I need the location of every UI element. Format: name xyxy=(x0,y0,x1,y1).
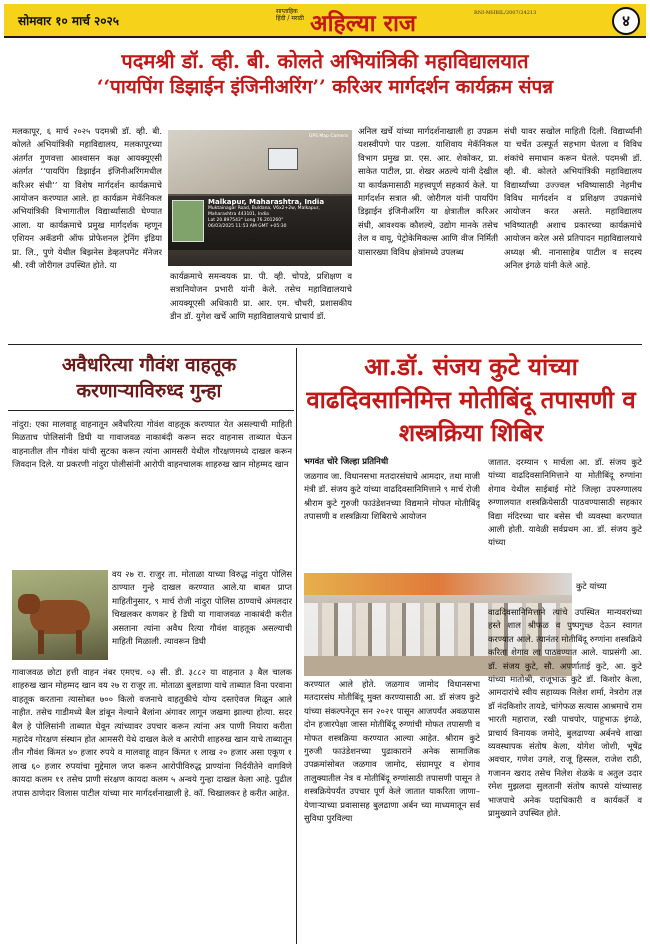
article2-column-top: नांदुरा: एका मालवाहू वाहनातून अवैधरित्या गोवंश वाहतूक करण्यात येत असल्याची माहिती मिळताच पोलिसांनी डिघी या गावाजवळ नाकाबंदी करून सदर वाहनास ताब्यात घेऊन वाहनातील तीन गौवंश यांची सुटका करून त्यांना आमसरी येथील गौरक्षणमध्ये दाखल करून जिवदान दिले. या प्रकरणी नांदुरा पोलीसांनी आरोपी वाहनचालक शाहरुख खान मोहम्मद खान xyxy=(12,419,292,470)
article3-column-b-bottom: वाढदिवसानिमित्ताने त्यांचे उपस्थित मान्यवरांच्या हस्ते शाल श्रीफळ व पुष्पगुच्छ देऊन स्वागत करण्यात आले. त्यानंतर मोतीबिंदू रुग्णांना शस्त्रक्रिये करिता शेगाव ला पाठवण्यात आले. याप्रसंगी आ. डॉ. संजय कुटे, सौ. अपर्णाताई कुटे, आ. कुटे यांच्या मातोश्री, राजूभाऊ कुटे डॉ. किशोर केला, आमदारांचे स्वीय सहाय्यक निलेश शर्मा, नेत्ररोग तज्ञ डॉ नंदकिशोर तायडे, चांगेफळ सत्यास आश्रमाचे राम भारती महाराज, रखी पाचपोर, पाहूभाऊ इंगळे, प्राचार्य विनायक जमोदे, बुलढाण्या अर्बनचे शाखा व्यवस्थापक संतोष केला, योगेश जोशी, भूषेंद्र अवचार, गणेश उगले, राजू हिस्सल, राजेश राठी, गजानन खराद तसेच निलेश शेळके व अतुल उदार रमेश मुझलदा सुलतानी संतोष कापसे यांच्यासह भाजपाचे अनेक पदाधिकारी व कार्यकर्ते व प्रामुख्याने उपस्थित होते. xyxy=(488,607,642,819)
divider xyxy=(8,410,294,411)
cattle-photo xyxy=(12,570,108,660)
issue-date: सोमवार १० मार्च २०२५ xyxy=(18,14,119,28)
article3-column-b-top: जातात. दरम्यान ९ मार्चला आ. डॉ. संजय कुटे यांच्या वाढदिवसानिमित्ताने या मोतीबिंदू रुग्णांना शेगाव येथील साईबाई मोटे जिल्हा उपरुग्णालय रुग्णालयात शस्त्रक्रियेसाठी पाठवण्यासाठी सहकार विद्या मंदिरच्या चार बसेस ची व्यवस्था करण्यात आली होती. यावेळी सर्वप्रथम आ. डॉ. संजय कुटे यांच्या xyxy=(488,457,642,548)
article1-headline xyxy=(10,48,640,100)
article1-headline-line1: पदमश्री डॉ. व्ही. बी. कोलते अभियांत्रिकी महाविद्यालयात xyxy=(121,49,529,73)
cow-leg xyxy=(76,630,82,654)
article1-photo xyxy=(168,130,352,266)
article3-byline: भगवंत चोरे जिल्हा प्रतिनिधी xyxy=(304,456,389,466)
article1-column-2: कार्यक्रमाचे समन्वयक प्रा. पी. व्ही. चोपडे, प्रशिक्षण व सत्रानियोजन प्रभारी यांनी केले. तसेच महाविद्यालयाचे आयक्यूएसी अधिकारी प्रा. आर. एम. चौधरी, प्रशासकीय डीन डॉ. युगेश खर्चे आणि महाविद्यालयाचे प्राचार्य डॉ. xyxy=(170,271,352,322)
gps-camera-tag: GPS Map Camera xyxy=(308,134,348,139)
newspaper-title: अहिल्या राज xyxy=(310,10,416,37)
article1-headline-line2: ‘‘पायपिंग डिझाईन इंजिनीअरिंग’’ करिअर मार्गदर्शन कार्यक्रम संपन्न xyxy=(96,76,554,98)
article3-column-a-top: जळगाव जा. विधानसभा मतदारसंघाचे आमदार, तथा माजी मंत्री डॉ. संजय कुटे यांच्या वाढदिवसानिमित्ताने ९ मार्च रोजी श्रीराम कुटे गुरुजी फाउंडेशनच्या विद्यमाने मोफत मोतीबिंदू तपासणी व शस्त्रक्रिया शिबिराचे आयोजन xyxy=(304,471,480,522)
divider xyxy=(8,344,642,345)
divider xyxy=(296,348,297,944)
projector-screen xyxy=(268,148,298,170)
article3-headline: आ.डॉ. संजय कुटे यांच्या वाढदिवसानिमित्त मोतीबिंदू तपासणी व शस्त्रक्रिया शिबिर xyxy=(306,352,636,447)
cow-head xyxy=(18,594,40,614)
article3-column-a-bottom: करण्यात आले होते. जळगाव जामोद विधानसभा मतदारसंघ मोतीबिंदू मुक्त करण्यासाठी आ. डॉ संजय कुटे यांच्या संकल्पनेतून सन २०२१ पासून आजपर्यंत अवळपास दोन हजारपेक्षा जास्त मोतीबिंदू रुग्णांची मोफत तपासणी व मोफत शस्त्रक्रिया करण्यात आल्या आहेत. श्रीराम कुटे गुरुजी फाउंडेशनच्या पुढाकाराने अनेक सामाजिक उपक्रमांसोबत जळगाव जामोद, संग्रामपूर व शेगाव तालुक्यातील नेत्र व मोतीबिंदू रुग्णांसाठी तपासणी पासून ते शस्त्रक्रियेपर्यंत उपचार पूर्ण केले जातात याकरिता जाणा–येणाऱ्याच्या प्रवासासह बुलढाणा अर्बन च्या माध्यमातून सर्व सुविधा पुरविल्या xyxy=(304,679,480,824)
article3-column-b-mid: कुटे यांच्या xyxy=(576,581,607,591)
article2-headline: अवैधरित्या गौवंश वाहतूक करणाऱ्याविरुध्द गुन्हा xyxy=(61,354,237,402)
registration-number: RNI-MHBIL/2007/24213 xyxy=(474,10,537,16)
newspaper-title-block xyxy=(274,6,474,36)
event-banner xyxy=(304,573,572,595)
article2-column-mid: वय २७ रा. राजुर ता. मोताळा याच्या विरुद्ध नांदुरा पोलिस ठाण्यात गुन्हे दाखल करण्यात आले.या बाबत प्राप्त माहितीनुसार, ९ मार्च रोजी नांदुरा पोलिस ठाण्याचे अंमलदार चिखलकर कणकर हे डिघी या गावाजवळ नाकाबंदी करीत असताना त्यांना अवैध रित्या गौवंश वाहतूक असल्याची माहिती मिळाली. त्यावरून डिघी xyxy=(112,569,292,647)
article2-column-bottom: गावाजवळ छोटा हत्ती वाहन नंबर एमएच. ०३ सी. डी. ३८८२ या वाहनात ३ बैल चालक शाहरुख खान मोहम्मद खान वय २७ रा राजूर ता. मोताळा बुलडाणा याचे ताब्यात विना परवाना वाहतूक करताना त्यासोबत ७०० किलो वजनाचे वाहतुकीचे योग्य दस्तऐवज मिळून आले नाहीत. तसेच गाडीमध्ये बैल डांबून नेल्याने बैलांना अंगावर लागून जखमा झाल्या होत्या. सदर बैल हे पोलिसांनी ताब्यात घेवून त्यांच्यावर उपचार करून त्यांना अत्र पाणी नियारा करीता महादेव गोरक्षण संस्थान होत आमसरी येथे दाखल केले व आरोपी शाहरुख खान याचे ताब्यातून तीन गौवंश किंमत ४० हजार रुपये व मालवाहू वाहन किंमत १ लाख २० हजार असा एकूण १ लाख ६० हजार रुपयांचा मुद्देमाल जप्त करून आरोपीविरुद्ध प्राण्यांना निर्दयीतेने वागविणे कायदा कलम ११ तसेच प्राणी संरक्षण कायदा कलम ५ अन्वये गुन्हा दाखल केला आहे. पुढील तपास ठाणेदार विलास पाटील यांच्या मार मार्गदर्शनाखाली हे. कॉ. चिखालकर हे करीत आहेत. xyxy=(12,667,292,798)
gps-overlay: Malkapur, Maharashtra, India Muktainagar Road, Buldana, V6x2+2w, Malkapur, Maharashtra 443101, India Lat 20.897543° Long 76.201260° 06/03/2025 11:53 AM GMT +05:30 xyxy=(168,194,352,250)
page-number: ४ xyxy=(612,7,640,35)
title-subtext: साप्ताहिक हिंदी / मराठी xyxy=(276,8,304,22)
cow-leg xyxy=(38,630,44,654)
map-thumbnail-icon xyxy=(172,200,204,242)
article1-column-4: संधी यावर सखोल माहिती दिली. विद्यार्थ्यांनी या चर्चेत उत्स्फूर्त सहभाग घेतला व विविध शंकांचे समाधान करून घेतले. पदमश्री डॉ. व्ही. बी. कोलते अभियांत्रिकी महाविद्यालय विद्यार्थ्यांच्या उज्ज्वल भविष्यासाठी नेहमीच विविध मार्गदर्शन व प्रशिक्षण उपक्रमांचे आयोजन करत असते. महाविद्यालय भविष्यातही अशाच प्रकारच्या कार्यक्रमांचे आयोजन करेल असे प्रतिपादन महाविद्यालयाचे अध्यक्ष श्री. नानासाहेब पाटील व सदस्य अनिल इंगळे यांनी केले आहे. xyxy=(504,126,642,271)
article1-column-3: अनिल खर्चे यांच्या मार्गदर्शनाखाली हा उपक्रम यशस्वीपणे पार पडला. याशिवाय मेकॅनिकल विभाग प्रमुख प्रा. एस. आर. शेकोकर, प्रा. साकेत पाटील, प्रा. शेखर अठल्ये यांनी देखील या कार्यक्रमासाठी महत्त्वपूर्ण सहकार्य केले. या मार्गदर्शन सत्रात श्री. जोरीगल यांनी पायपिंग डिझाईन इंजिनीअरिंग या क्षेत्रातील करिअर संधी, आवश्यक कौशल्ये, उद्योग मानके तसेच तेल व वायू, पेट्रोकेमिकल्स आणि वीज निर्मिती यासारख्या विविध क्षेत्रांमध्ये उपलब्ध xyxy=(358,126,498,257)
article1-column-1: मलकापूर, ६ मार्च २०२५ पदमश्री डॉ. व्ही. बी. कोलते अभियांत्रिकी महाविद्यालय, मलकापूरच्या अंतर्गत गुणवत्ता आश्वासन कक्ष आयक्यूएसी अंतर्गत ‘‘पायपिंग डिझाईन इंजिनीअरिंगमधील करिअर संधी’’ या विशेष मार्गदर्शन कार्यक्रमाचे आयोजन करण्यात आले. हा कार्यक्रम मेकॅनिकल अभियांत्रिकी विभागातील विद्यार्थ्यांसाठी घेण्यात आला. या कार्यक्रमाचे प्रमुख मार्गदर्शक म्हणून एशियन अकॅडमी ऑफ प्रोफेशनल ट्रेनिंग इंडिया प्रा. लि., पुणे येथील बिझनेस डेव्हलपमेंट मॅनेजर श्री. रवी जोरीगल उपस्थित होते. या xyxy=(12,126,162,271)
masthead xyxy=(4,4,646,38)
